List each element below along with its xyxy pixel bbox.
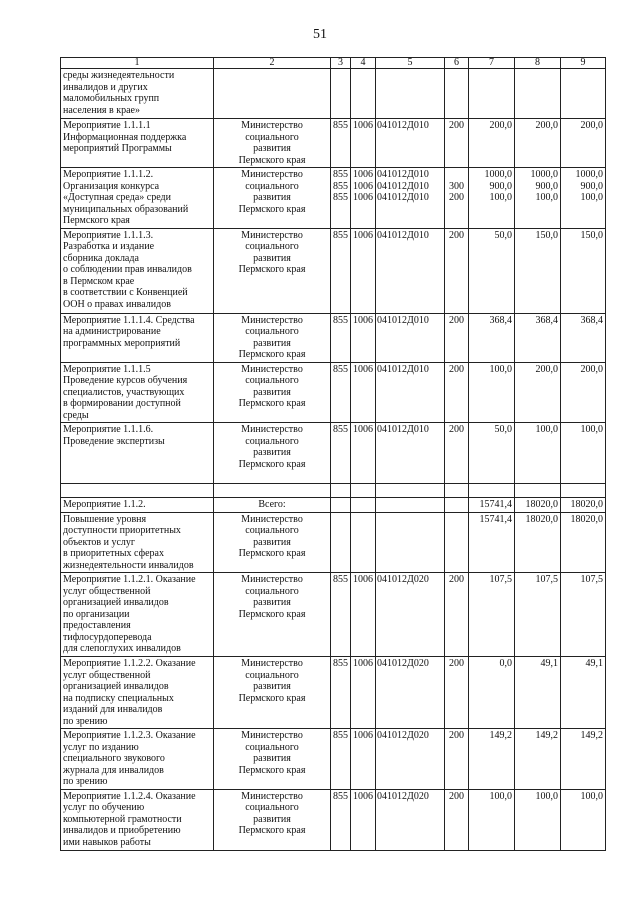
code-target-cell: 041012Д020 [376, 657, 445, 729]
amount-year3-cell [561, 484, 606, 498]
activity-cell: Мероприятие 1.1.2. [61, 498, 214, 513]
activity-cell: Мероприятие 1.1.2.1. Оказание услуг общественной организацией инвалидов по организации предоставления тифлосурдоперевода для слепоглухих инвалидов [61, 573, 214, 657]
code-vr-cell: 200 [445, 657, 469, 729]
amount-year3-cell: 200,0 [561, 119, 606, 168]
code-vr-cell: 300 200 [445, 168, 469, 229]
code-section-cell: 1006 [351, 423, 376, 484]
code-section-cell: 1006 [351, 119, 376, 168]
column-header: 4 [351, 58, 376, 69]
executor-cell: Министерство социального развития Пермского края [214, 573, 331, 657]
amount-year3-cell: 149,2 [561, 729, 606, 790]
code-target-cell [376, 484, 445, 498]
amount-year1-cell [469, 69, 515, 119]
code-grbs-cell: 855 855 855 [331, 168, 351, 229]
code-vr-cell: 200 [445, 362, 469, 423]
amount-year1-cell: 50,0 [469, 228, 515, 313]
amount-year2-cell: 150,0 [515, 228, 561, 313]
code-vr-cell: 200 [445, 423, 469, 484]
column-header: 2 [214, 58, 331, 69]
activity-cell: Мероприятие 1.1.1.6. Проведение экспертизы [61, 423, 214, 484]
table-row [61, 498, 606, 513]
code-target-cell: 041012Д020 [376, 729, 445, 790]
amount-year1-cell: 200,0 [469, 119, 515, 168]
budget-table [60, 57, 606, 851]
column-number-row [61, 58, 606, 69]
amount-year1-cell: 15741,4 [469, 512, 515, 573]
activity-cell: Мероприятие 1.1.1.5 Проведение курсов обучения специалистов, участвующих в формировании доступной среды [61, 362, 214, 423]
code-grbs-cell [331, 69, 351, 119]
code-target-cell: 041012Д010 [376, 119, 445, 168]
amount-year2-cell: 368,4 [515, 313, 561, 362]
amount-year2-cell: 1000,0 900,0 100,0 [515, 168, 561, 229]
executor-cell: Министерство социального развития Пермского края [214, 512, 331, 573]
table-row [61, 119, 606, 168]
code-section-cell [351, 484, 376, 498]
table-row [61, 228, 606, 313]
code-section-cell: 1006 [351, 729, 376, 790]
code-vr-cell [445, 69, 469, 119]
amount-year2-cell: 100,0 [515, 789, 561, 850]
code-vr-cell: 200 [445, 313, 469, 362]
amount-year1-cell: 15741,4 [469, 498, 515, 513]
amount-year3-cell: 107,5 [561, 573, 606, 657]
table-row [61, 729, 606, 790]
amount-year3-cell: 100,0 [561, 423, 606, 484]
column-header: 8 [515, 58, 561, 69]
code-vr-cell: 200 [445, 573, 469, 657]
column-header: 3 [331, 58, 351, 69]
amount-year3-cell [561, 69, 606, 119]
amount-year1-cell: 149,2 [469, 729, 515, 790]
amount-year2-cell: 100,0 [515, 423, 561, 484]
executor-cell: Министерство социального развития Пермского края [214, 729, 331, 790]
executor-cell: Министерство социального развития Пермского края [214, 423, 331, 484]
amount-year3-cell: 200,0 [561, 362, 606, 423]
activity-cell: Повышение уровня доступности приоритетных объектов и услуг в приоритетных сферах жизнедеятельности инвалидов [61, 512, 214, 573]
code-vr-cell [445, 484, 469, 498]
code-vr-cell: 200 [445, 119, 469, 168]
table-row [61, 512, 606, 573]
code-grbs-cell: 855 [331, 573, 351, 657]
code-vr-cell: 200 [445, 789, 469, 850]
code-section-cell [351, 498, 376, 513]
executor-cell: Министерство социального развития Пермского края [214, 313, 331, 362]
code-section-cell [351, 69, 376, 119]
activity-cell: Мероприятие 1.1.1.4. Средства на администрирование программных мероприятий [61, 313, 214, 362]
column-header: 1 [61, 58, 214, 69]
code-section-cell: 1006 [351, 228, 376, 313]
code-grbs-cell: 855 [331, 228, 351, 313]
amount-year3-cell: 1000,0 900,0 100,0 [561, 168, 606, 229]
code-vr-cell [445, 512, 469, 573]
code-grbs-cell [331, 498, 351, 513]
amount-year2-cell: 149,2 [515, 729, 561, 790]
column-header: 5 [376, 58, 445, 69]
executor-cell: Министерство социального развития Пермского края [214, 168, 331, 229]
amount-year2-cell [515, 69, 561, 119]
code-target-cell: 041012Д010 [376, 362, 445, 423]
amount-year1-cell: 0,0 [469, 657, 515, 729]
code-section-cell [351, 512, 376, 573]
table-row [61, 484, 606, 498]
amount-year1-cell: 1000,0 900,0 100,0 [469, 168, 515, 229]
table-row [61, 423, 606, 484]
code-vr-cell: 200 [445, 228, 469, 313]
code-target-cell [376, 512, 445, 573]
amount-year1-cell [469, 484, 515, 498]
table-row [61, 362, 606, 423]
activity-cell: Мероприятие 1.1.1.2. Организация конкурса «Доступная среда» среди муниципальных образований Пермского края [61, 168, 214, 229]
amount-year3-cell: 150,0 [561, 228, 606, 313]
amount-year3-cell: 18020,0 [561, 512, 606, 573]
code-target-cell: 041012Д020 [376, 789, 445, 850]
executor-cell [214, 484, 331, 498]
column-header: 7 [469, 58, 515, 69]
activity-cell [61, 484, 214, 498]
code-section-cell: 1006 [351, 789, 376, 850]
activity-cell: Мероприятие 1.1.2.3. Оказание услуг по изданию специального звукового журнала для инвалидов по зрению [61, 729, 214, 790]
table-row [61, 789, 606, 850]
code-section-cell: 1006 [351, 362, 376, 423]
executor-cell: Министерство социального развития Пермского края [214, 362, 331, 423]
amount-year3-cell: 49,1 [561, 657, 606, 729]
code-grbs-cell [331, 484, 351, 498]
amount-year1-cell: 368,4 [469, 313, 515, 362]
amount-year2-cell: 49,1 [515, 657, 561, 729]
code-target-cell [376, 69, 445, 119]
code-grbs-cell: 855 [331, 423, 351, 484]
amount-year3-cell: 18020,0 [561, 498, 606, 513]
activity-cell: Мероприятие 1.1.1.1 Информационная поддержка мероприятий Программы [61, 119, 214, 168]
executor-cell: Министерство социального развития Пермского края [214, 228, 331, 313]
code-grbs-cell: 855 [331, 362, 351, 423]
table-row [61, 69, 606, 119]
code-grbs-cell: 855 [331, 657, 351, 729]
code-section-cell: 1006 [351, 313, 376, 362]
amount-year1-cell: 107,5 [469, 573, 515, 657]
amount-year2-cell: 200,0 [515, 362, 561, 423]
amount-year2-cell: 18020,0 [515, 512, 561, 573]
amount-year2-cell: 107,5 [515, 573, 561, 657]
amount-year3-cell: 100,0 [561, 789, 606, 850]
amount-year2-cell: 200,0 [515, 119, 561, 168]
code-target-cell: 041012Д020 [376, 573, 445, 657]
activity-cell: среды жизнедеятельности инвалидов и других маломобильных групп населения в крае» [61, 69, 214, 119]
code-target-cell: 041012Д010 [376, 313, 445, 362]
column-header: 6 [445, 58, 469, 69]
code-grbs-cell [331, 512, 351, 573]
code-grbs-cell: 855 [331, 789, 351, 850]
executor-cell: Всего: [214, 498, 331, 513]
code-section-cell: 1006 1006 1006 [351, 168, 376, 229]
amount-year1-cell: 100,0 [469, 362, 515, 423]
page-number: 51 [313, 27, 327, 42]
executor-cell: Министерство социального развития Пермского края [214, 119, 331, 168]
code-grbs-cell: 855 [331, 729, 351, 790]
code-vr-cell: 200 [445, 729, 469, 790]
code-section-cell: 1006 [351, 657, 376, 729]
table-row [61, 168, 606, 229]
amount-year3-cell: 368,4 [561, 313, 606, 362]
amount-year1-cell: 100,0 [469, 789, 515, 850]
activity-cell: Мероприятие 1.1.1.3. Разработка и издание сборника доклада о соблюдении прав инвалидов в Пермском крае в соответствии с Конвенцией ООН о правах инвалидов [61, 228, 214, 313]
code-section-cell: 1006 [351, 573, 376, 657]
code-target-cell: 041012Д010 041012Д010 041012Д010 [376, 168, 445, 229]
activity-cell: Мероприятие 1.1.2.2. Оказание услуг общественной организацией инвалидов на подписку специальных изданий для инвалидов по зрению [61, 657, 214, 729]
table-row [61, 313, 606, 362]
code-target-cell: 041012Д010 [376, 228, 445, 313]
executor-cell [214, 69, 331, 119]
amount-year1-cell: 50,0 [469, 423, 515, 484]
amount-year2-cell [515, 484, 561, 498]
activity-cell: Мероприятие 1.1.2.4. Оказание услуг по обучению компьютерной грамотности инвалидов и приобретению ими навыков работы [61, 789, 214, 850]
executor-cell: Министерство социального развития Пермского края [214, 789, 331, 850]
amount-year2-cell: 18020,0 [515, 498, 561, 513]
code-target-cell [376, 498, 445, 513]
code-target-cell: 041012Д010 [376, 423, 445, 484]
column-header: 9 [561, 58, 606, 69]
code-vr-cell [445, 498, 469, 513]
table-row [61, 657, 606, 729]
table-row [61, 573, 606, 657]
executor-cell: Министерство социального развития Пермского края [214, 657, 331, 729]
code-grbs-cell: 855 [331, 119, 351, 168]
code-grbs-cell: 855 [331, 313, 351, 362]
